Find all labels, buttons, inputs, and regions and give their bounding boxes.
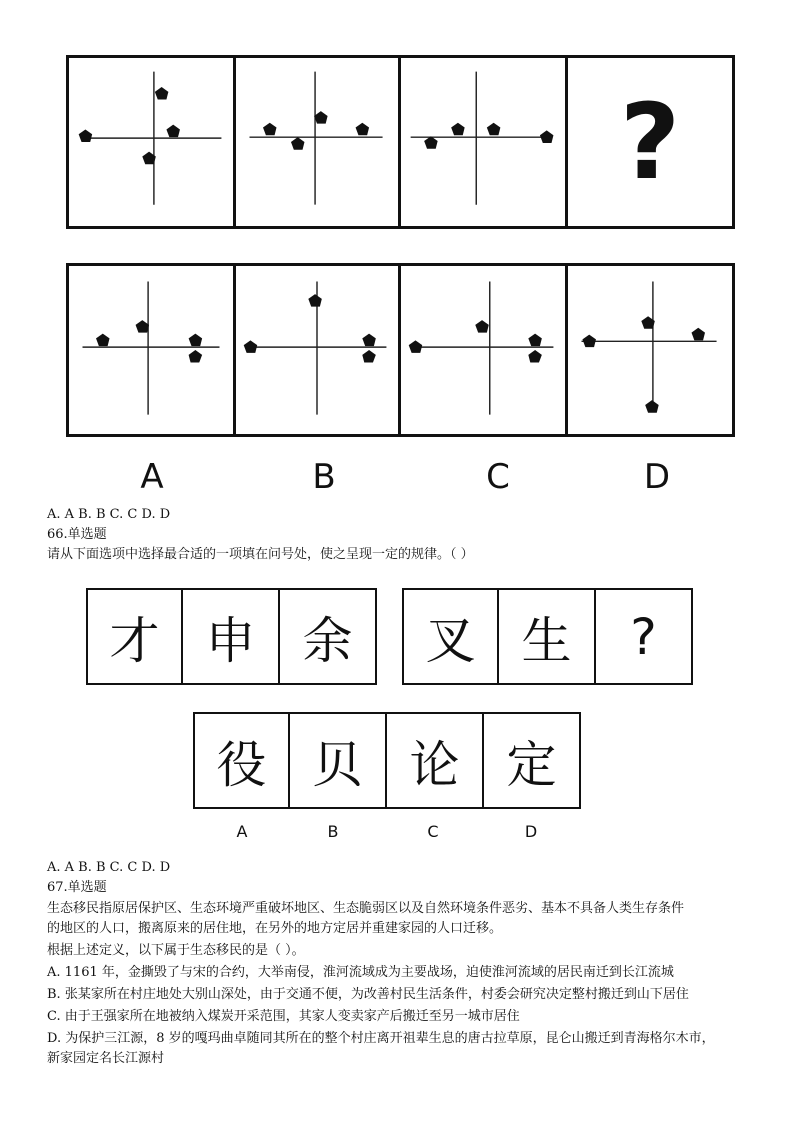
q66-option-a: 役 (193, 712, 290, 809)
q65-options-row (66, 263, 735, 437)
q65-option-c (398, 263, 568, 437)
q67-question: 根据上述定义，以下属于生态移民的是（ ）。 (47, 943, 305, 958)
q66-char-2: 申 (183, 588, 280, 685)
q66-option-b: 贝 (290, 712, 387, 809)
q66-number: 66.单选题 (47, 527, 107, 542)
q66-label-a: A (236, 822, 248, 841)
q67-option-a: A. 1161 年，金撕毁了与宋的合约，大举南侵，淮河流域成为主要战场，迫使淮河流域的居民南迁到长江流城 (47, 965, 674, 980)
q65-option-b (233, 263, 401, 437)
q67-option-d-line-1: D. 为保护三江源，8 岁的嘎玛曲卓随同其所在的整个村庄离开祖辈生息的唐古拉草原，昆仑山搬迁到青海格尔木市， (47, 1031, 715, 1046)
q65-option-c-figure (401, 266, 565, 434)
q67-option-c: C. 由于王强家所在地被纳入煤炭开采范围，其家人变卖家产后搬迁至另一城市居住 (47, 1009, 520, 1024)
q65-option-d-figure (568, 266, 732, 434)
q65-sequence-row (66, 55, 735, 229)
q66-char-3: 余 (280, 588, 377, 685)
question-mark: ? (619, 81, 681, 203)
q65-label-d: D (643, 457, 671, 497)
q66-char-1: 才 (86, 588, 183, 685)
q65-option-a-figure (69, 266, 233, 434)
q66-sequence-right (402, 588, 693, 685)
q67-definition-line-2: 的地区的人口，搬离原来的居住地，在另外的地方定居并重建家园的人口迁移。 (47, 921, 503, 936)
q66-char-5: 生 (499, 588, 596, 685)
q65-option-a (66, 263, 236, 437)
q65-label-b: B (312, 457, 336, 497)
q66-label-c: C (427, 822, 439, 841)
q65-panel-3 (398, 55, 568, 229)
q65-label-a: A (140, 457, 164, 497)
q66-options (193, 712, 581, 809)
q66-label-b: B (327, 822, 339, 841)
q65-panel-1-figure (69, 58, 233, 226)
q65-option-b-figure (236, 266, 398, 434)
q66-question-mark: ? (596, 588, 693, 685)
q66-option-c: 论 (387, 712, 484, 809)
q65-panel-2 (233, 55, 401, 229)
q66-prompt: 请从下面选项中选择最合适的一项填在问号处，使之呈现一定的规律。（ ） (47, 547, 474, 562)
q65-panel-1 (66, 55, 236, 229)
q65-label-c: C (486, 457, 510, 497)
q65-panel-3-figure (401, 58, 565, 226)
q67-number: 67.单选题 (47, 880, 107, 895)
q65-option-d (565, 263, 735, 437)
q65-answer-options: A. A B. B C. C D. D (47, 507, 171, 522)
q66-sequence-left (86, 588, 377, 685)
q65-panel-2-figure (236, 58, 398, 226)
q67-option-d-line-2: 新家园定名长江源村 (47, 1051, 165, 1066)
q66-option-d: 定 (484, 712, 581, 809)
q67-option-b: B. 张某家所在村庄地处大别山深处，由于交通不便，为改善村民生活条件，村委会研究决定整村搬迁到山下居住 (47, 987, 689, 1002)
q66-label-d: D (524, 822, 538, 841)
q66-char-4: 叉 (402, 588, 499, 685)
q65-panel-question (565, 55, 735, 229)
q67-definition-line-1: 生态移民指原居保护区、生态环境严重破坏地区、生态脆弱区以及自然环境条件恶劣、基本不具备人类生存条件 (47, 901, 685, 916)
q66-answer-options: A. A B. B C. C D. D (47, 860, 171, 875)
